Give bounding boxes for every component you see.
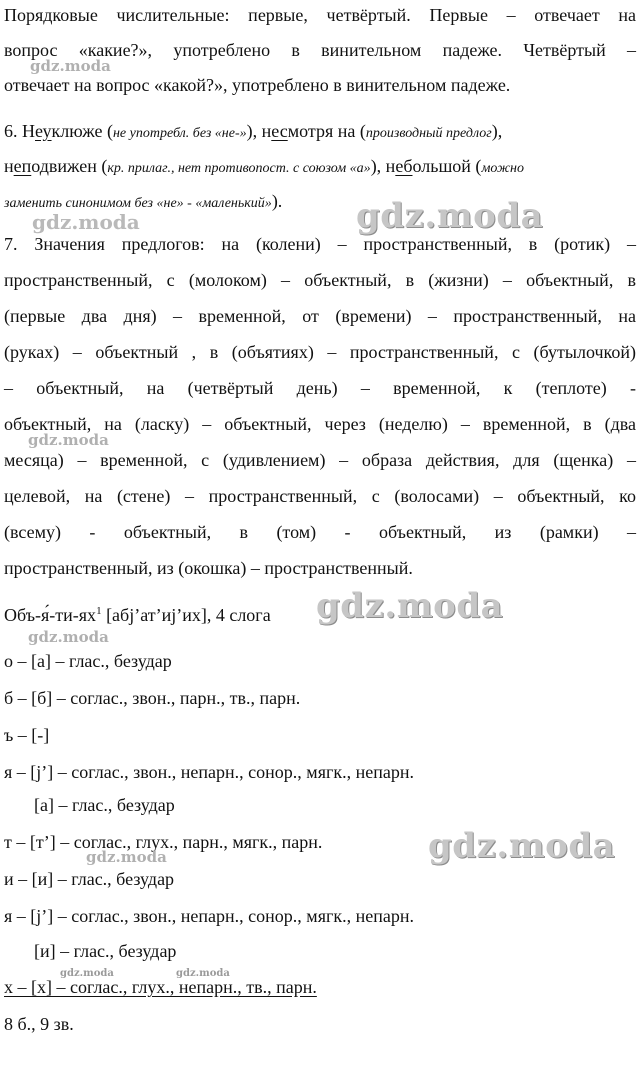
item-6-line-3 xyxy=(4,190,282,215)
phonetic-row: [а] – глас., безудар xyxy=(34,795,175,815)
phonetic-row: о – [а] – глас., безудар xyxy=(4,651,172,671)
watermark: gdz.moda xyxy=(28,628,109,646)
phonetic-row: х – [х] – соглас., глух., непарн., тв., парн. xyxy=(4,977,317,997)
watermark: gdz.moda xyxy=(176,968,230,979)
text-span: 6. Н xyxy=(4,121,35,141)
item-6-line-2 xyxy=(4,155,524,180)
watermark: gdz.moda xyxy=(316,586,504,626)
text-span: ), xyxy=(491,121,503,141)
italic-note: производный предлог xyxy=(365,126,492,141)
text-span: н xyxy=(4,156,14,176)
watermark: gdz.moda xyxy=(28,431,109,449)
item-7-line: (первые два дня) – временной, от (времени) – пространственный, на xyxy=(4,306,636,326)
footnote-mark: 1 xyxy=(96,605,102,617)
total-count: 8 б., 9 зв. xyxy=(4,1014,74,1034)
text-span: мотря на ( xyxy=(287,121,366,141)
phonetic-row: я – [j’] – соглас., звон., непарн., сонор., мягк., непарн. xyxy=(4,906,414,926)
watermark: gdz.moda xyxy=(32,210,140,234)
underlined-letters: ес xyxy=(271,121,288,141)
item-7-line: 7. Значения предлогов: на (колени) – пространственный, в (ротик) – xyxy=(4,234,636,254)
item-7-line: целевой, на (стене) – пространственный, с (волосами) – объектный, ко xyxy=(4,486,636,506)
underlined-letters: еп xyxy=(13,156,32,176)
item-7-line: объектный, на (ласку) – объектный, через (неделю) – временной, в (два xyxy=(4,414,636,434)
text-span: ), н xyxy=(246,121,272,141)
phonetic-row: и – [и] – глас., безудар xyxy=(4,869,175,889)
watermark: gdz.moda xyxy=(60,968,114,979)
watermark: gdz.moda xyxy=(86,848,167,866)
item-7-line: пространственный, из (окошка) – пространственный. xyxy=(4,558,413,578)
phonetic-row: я – [j’] – соглас., звон., непарн., сонор., мягк., непарн. xyxy=(4,762,414,782)
phonetic-row: ъ – [-] xyxy=(4,725,50,745)
italic-note: можно xyxy=(481,161,524,176)
phonetic-row: б – [б] – соглас., звон., парн., тв., парн. xyxy=(4,688,301,708)
item-7-line: – объектный, на (четвёртый день) – временной, к (теплоте) - xyxy=(4,378,636,398)
italic-note: заменить синонимом без «не» - «маленький» xyxy=(4,196,272,211)
text-line: вопрос «какие?», употреблено в винительном падеже. Четвёртый – xyxy=(4,40,636,60)
item-7-line: пространственный, с (молоком) – объектный, в (жизни) – объектный, в xyxy=(4,270,636,290)
item-6-line-1 xyxy=(4,120,502,145)
underlined-letters: еу xyxy=(35,121,52,141)
text-line: Порядковые числительные: первые, четвёртый. Первые – отвечает на xyxy=(4,5,636,25)
italic-note: кр. прилаг., нет противопост. с союзом «а» xyxy=(107,161,371,176)
italic-note: не употребл. без «не-» xyxy=(112,126,247,141)
text-span: ), н xyxy=(370,156,396,176)
item-7-line: (всему) - объектный, в (том) - объектный, из (рамки) – xyxy=(4,522,636,542)
item-7-line: (руках) – объектный , в (объятиях) – пространственный, с (бутылочкой) xyxy=(4,342,636,362)
text-span: ). xyxy=(271,191,283,211)
phonetic-row: [и] – глас., безудар xyxy=(34,941,177,961)
analysis-word: Объ-я́-ти-ях xyxy=(4,605,97,625)
text-span: клюже ( xyxy=(51,121,113,141)
transcription: [абj’ат’иj’их], 4 слога xyxy=(101,605,271,625)
phonetic-row: т – [т’] – соглас., глух., парн., мягк., парн. xyxy=(4,832,323,852)
watermark: gdz.moda xyxy=(356,196,544,236)
item-7-line: месяца) – временной, с (удивлением) – образа действия, для (щенка) – xyxy=(4,450,636,470)
text-span: ольшой ( xyxy=(412,156,482,176)
watermark: gdz.moda xyxy=(428,826,616,866)
watermark: gdz.moda xyxy=(30,57,111,75)
text-line: отвечает на вопрос «какой?», употреблено в винительном падеже. xyxy=(4,75,511,95)
text-span: одвижен ( xyxy=(31,156,108,176)
analysis-heading xyxy=(4,600,271,626)
underlined-letters: еб xyxy=(395,156,413,176)
